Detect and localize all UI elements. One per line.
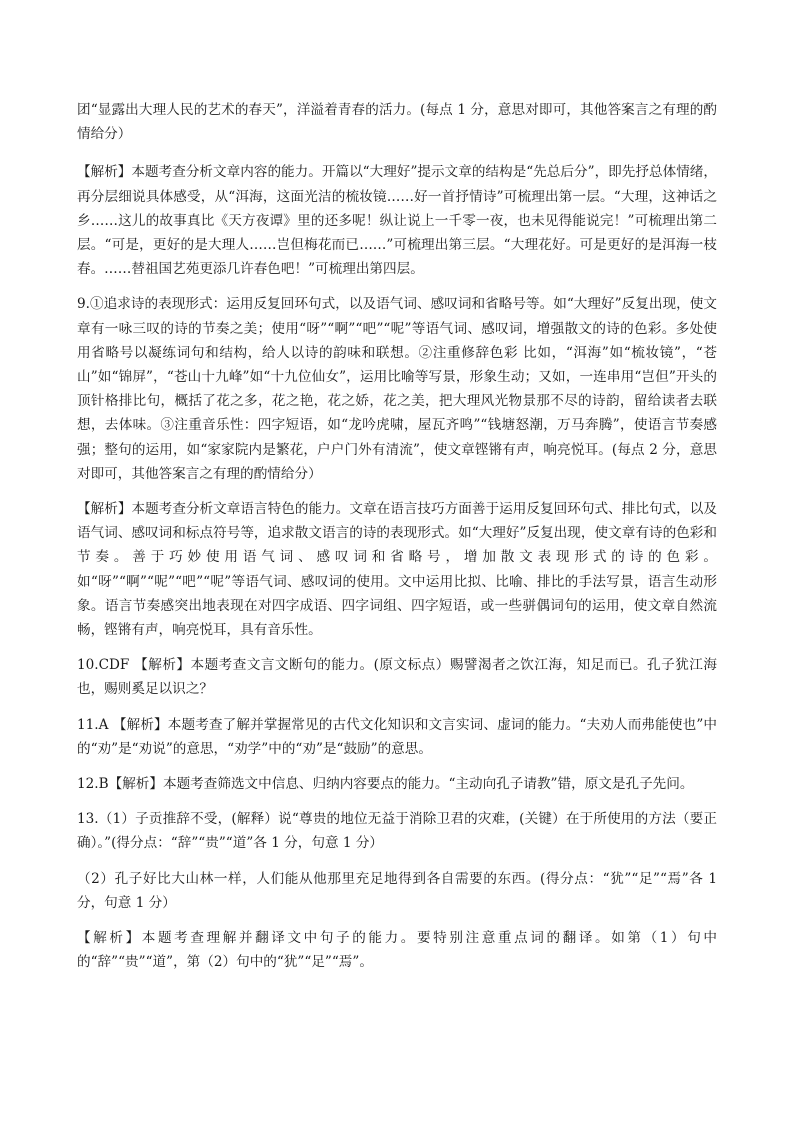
answer-11: 11.A 【解析】本题考查了解并掌握常见的古代文化知识和文言实词、虚词的能力。“夫劝人而弗能使也”中的“劝”是“劝说”的意思，“劝学”中的“劝”是“鼓励”的意思。 xyxy=(77,716,717,757)
analysis-9: 【解析】本题考查分析文章语言特色的能力。文章在语言技巧方面善于运用反复回环句式、排比句式，以及语气词、感叹词和标点符号等，追求散文语言的诗的表现形式。如“大理好”反复出现，使文章有诗的色彩和节奏。善于巧妙使用语气词、感叹词和省略号，增加散文表现形式的诗的色彩。如“呀”“啊”“呢”“吧”“呢”等语气词、感叹词的使用。文中运用比拟、比喻、排比的手法写景，语言生动形象。语言节奏感突出地表现在对四字成语、四字词组、四字短语，或一些骈偶词句的运用，使文章自然流畅，铿锵有声，响亮悦耳，具有音乐性。 xyxy=(77,501,717,639)
spacer xyxy=(77,856,717,867)
spacer xyxy=(77,761,717,772)
analysis-13: 【解析】本题考查理解并翻译文中句子的能力。要特别注意重点词的翻译。如第（1）句中的“辞”“贵”“道”，第（2）句中的“犹”“足”“焉”。 xyxy=(77,930,717,971)
document-page xyxy=(77,98,717,975)
analysis-8: 【解析】本题考查分析文章内容的能力。开篇以“大理好”提示文章的结构是“先总后分”，即先抒总体情绪，再分层细说具体感受，从“洱海，这面光洁的梳妆镜……好一首抒情诗”可梳理出第一层。“大理，这神话之乡……这儿的故事真比《天方夜谭》里的还多呢！纵让说上一千零一夜，也未见得能说完！”可梳理出第二层。“可是，更好的是大理人……岂但梅花而已……”可梳理出第三层。“大理花好。可是更好的是洱海一枝春。……替祖国艺苑更添几许春色吧！”可梳理出第四层。 xyxy=(77,164,717,278)
spacer xyxy=(77,796,717,807)
spacer xyxy=(77,702,717,713)
spacer xyxy=(77,486,717,497)
answer-10: 10.CDF 【解析】本题考查文言文断句的能力。(原文标点）赐譬渴者之饮江海，知足而已。孔子犹江海也，赐则奚足以识之？ xyxy=(77,657,717,698)
spacer xyxy=(77,281,717,292)
spacer xyxy=(77,642,717,653)
answer-8-scoring: 团“显露出大理人民的艺术的春天”，洋溢着青春的活力。(每点 1 分，意思对即可，其他答案言之有理的酌情给分） xyxy=(77,102,717,143)
answer-13-part-2: （2）孔子好比大山林一样，人们能从他那里充足地得到各自需要的东西。(得分点：“犹”“足”“焉”各 1 分，句意 1 分） xyxy=(77,870,717,911)
answer-13-part-1: 13.（1）子贡推辞不受，(解释）说“尊贵的地位无益于消除卫君的灾难，(关键）在于所使用的方法（要正确）。”(得分点：“辞”“贵”“道”各 1 分，句意 1 分） xyxy=(77,811,717,852)
spacer xyxy=(77,146,717,160)
answer-12: 12.B【解析】本题考查筛选文中信息、归纳内容要点的能力。“主动向孔子请教”错，原文是孔子先问。 xyxy=(77,776,694,793)
answer-9: 9.①追求诗的表现形式：运用反复回环句式，以及语气词、感叹词和省略号等。如“大理好”反复出现，使文章有一咏三叹的诗的节奏之美；使用“呀”“啊”“吧”“呢”等语气词、感叹词，增强散文的诗的色彩。多处使用省略号以凝练词句和结构，给人以诗的韵味和联想。②注重修辞色彩 比如，“洱海”如“梳妆镜”，“苍山”如“锦屏”，“苍山十九峰”如“十九位仙女”，运用比喻等写景，形象生动；又如，一连串用“岂但”开头的顶针格排比句，概括了花之多，花之艳，花之娇，花之美，把大理风光物景那不尽的诗韵，留给读者去联想，去体味。③注重音乐性：四字短语，如“龙吟虎啸，屋瓦齐鸣”“钱塘怒潮，万马奔腾”，使语言节奏感强；整句的运用，如“家家院内是繁花，户户门外有清流”，使文章铿锵有声，响亮悦耳。(每点 2 分，意思对即可，其他答案言之有理的酌情给分） xyxy=(77,296,717,482)
spacer xyxy=(77,915,717,926)
